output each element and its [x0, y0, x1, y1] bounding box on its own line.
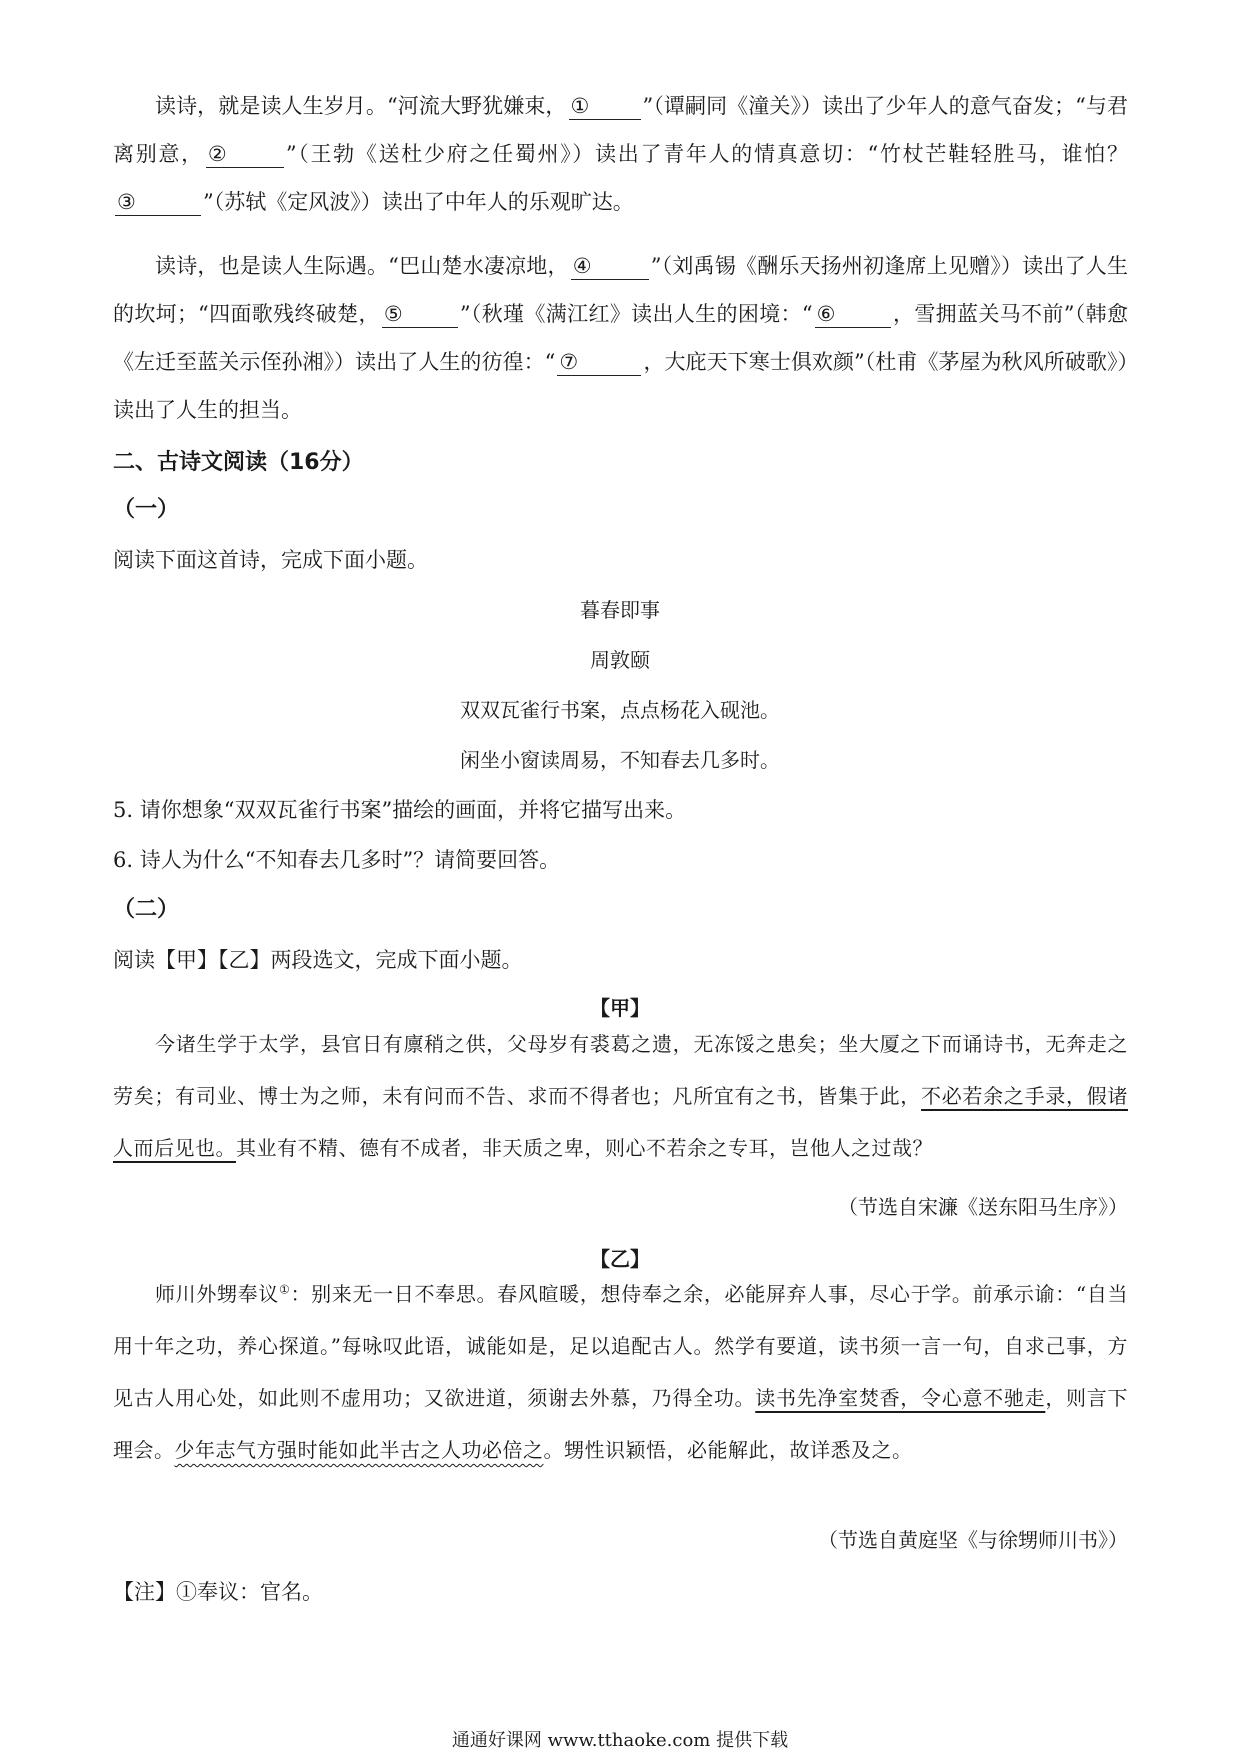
fill-paragraph-2: [113, 242, 1128, 434]
text-segment: ”（苏轼《定风波》）读出了中年人的乐观旷达。: [203, 190, 634, 214]
blank-3[interactable]: [115, 189, 201, 216]
fill-paragraph-1: [113, 82, 1128, 226]
text-segment: 读诗，就是读人生岁月。“河流大野犹嫌束，: [155, 94, 567, 118]
text-segment: 读诗，也是读人生际遇。“巴山楚水凄凉地，: [155, 254, 569, 278]
passage-text: 师川外甥奉议: [155, 1282, 280, 1306]
blank-number: ⑦: [559, 350, 579, 374]
blank-7[interactable]: [557, 349, 641, 376]
question-5: 5. 请你想象“双双瓦雀行书案”描绘的画面，并将它描写出来。: [113, 798, 687, 822]
poem-line-1: 双双瓦雀行书案，点点杨花入砚池。: [460, 698, 780, 722]
part-heading-1: （一）: [113, 497, 180, 522]
question-6: 6. 诗人为什么“不知春去几多时”？请简要回答。: [113, 848, 561, 872]
blank-2[interactable]: [206, 141, 284, 168]
blank-number: ⑥: [816, 302, 836, 326]
footnote-marker: ①: [279, 1282, 291, 1297]
blank-6[interactable]: [815, 301, 891, 328]
passage-yi: [113, 1268, 1128, 1476]
passage-text: 。甥性识颖悟，必能解此，故详悉及之。: [543, 1438, 913, 1462]
instruction-1: 阅读下面这首诗，完成下面小题。: [113, 548, 428, 572]
passage-yi-label: 【乙】: [590, 1247, 650, 1271]
passage-jia: [113, 1018, 1128, 1174]
passage-text: 今诸生学于太学，县官日有廪稍之供，父母岁有裘葛之遗，无冻馁之患矣；坐大厦之下而诵诗书，无奔走之劳矣；有司业、博士为之师，未有问而不告、求而不得者也；凡所宜有之书，皆集于此，: [113, 1032, 1128, 1108]
passage-text: 其业有不精、德有不成者，非天质之卑，则心不若余之专耳，岂他人之过哉？: [236, 1136, 933, 1160]
footnote: 【注】①奉议：官名。: [113, 1580, 323, 1604]
passage-jia-source: （节选自宋濂《送东阳马生序》）: [838, 1195, 1128, 1219]
passage-text: ：别来无一日不奉思。春风暄暖，想侍奉之余，必能屏弃人事，尽心于学。前承示谕：“自当用十年之功，养心探道。”每咏叹此语，诚能如是，足以追配古人。然学有要道，读书须一言一句，自求己事，方见古人用心处，如此则不虚用功；又欲进道，须谢去外慕，乃得全功。: [113, 1282, 1129, 1410]
page-footer: 通通好课网 www.tthaoke.com 提供下载: [451, 1730, 789, 1751]
blank-number: ①: [570, 94, 590, 118]
underlined-sentence: 不必若余之手录，假诸人而后见也。: [113, 1084, 1128, 1160]
underlined-sentence: 读书先净室焚香，令心意不驰走: [755, 1386, 1046, 1410]
blank-1[interactable]: [569, 93, 641, 120]
blank-number: ②: [207, 142, 227, 166]
blank-4[interactable]: [571, 253, 649, 280]
text-segment: ，大庇天下寒士俱欢颜”（杜甫《茅屋为秋风所破歌》）读出了人生的担当。: [113, 350, 1129, 422]
passage-jia-label: 【甲】: [590, 996, 650, 1020]
passage-yi-source: （节选自黄庭坚《与徐甥师川书》）: [818, 1528, 1128, 1552]
blank-number: ④: [572, 254, 592, 278]
wavy-underlined-sentence: 少年志气方强时能如此半古之人功必倍之: [174, 1438, 544, 1462]
text-segment: ”（秋瑾《满江红》读出人生的困境：“: [459, 302, 813, 326]
poem-title: 暮春即事: [580, 598, 660, 622]
text-segment: ”（谭嗣同《潼关》）读出了少年人的意气奋发；“与君离别意，: [113, 94, 1128, 166]
text-segment: ”（王勃《送杜少府之任蜀州》）读出了青年人的情真意切：“竹杖芒鞋轻胜马，谁怕？: [285, 142, 1128, 166]
blank-number: ⑤: [383, 302, 403, 326]
blank-number: ③: [117, 190, 136, 214]
poem-author: 周敦颐: [590, 648, 650, 672]
text-segment: ，雪拥蓝关马不前”（韩愈《左迁至蓝关示侄孙湘》）读出了人生的彷徨：“: [113, 302, 1128, 374]
text-segment: ”（刘禹锡《酬乐天扬州初逢席上见赠》）读出了人生的坎坷；“四面歌残终破楚，: [113, 254, 1129, 326]
blank-5[interactable]: [382, 301, 458, 328]
passage-text: ，则言下理会。: [113, 1386, 1128, 1462]
instruction-2: 阅读【甲】【乙】两段选文，完成下面小题。: [113, 948, 523, 972]
section-heading: 二、古诗文阅读（16分）: [113, 450, 364, 475]
poem-line-2: 闲坐小窗读周易，不知春去几多时。: [460, 748, 780, 772]
part-heading-2: （二）: [113, 897, 180, 922]
